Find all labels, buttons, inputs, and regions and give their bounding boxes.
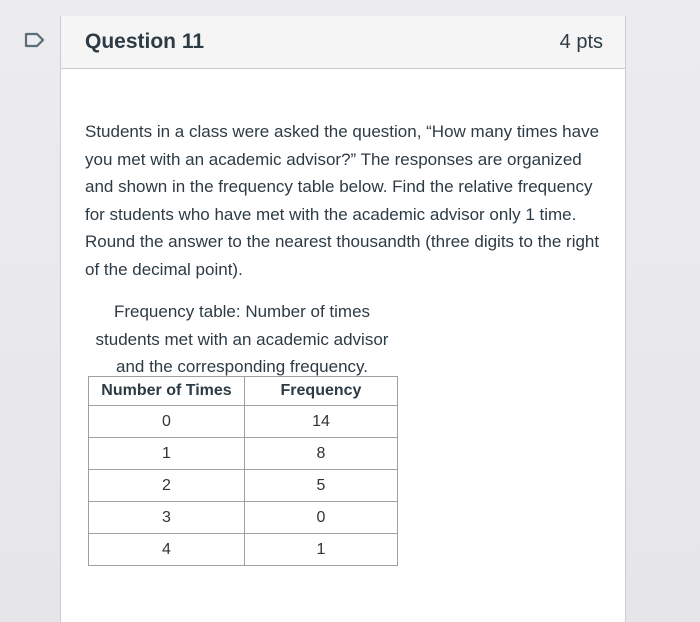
- cell-times: 1: [89, 438, 245, 470]
- table-header-row: [89, 377, 398, 406]
- column-header-frequency: Frequency: [245, 377, 398, 406]
- cell-frequency: 0: [245, 502, 398, 534]
- question-header: [61, 16, 625, 69]
- question-points: 4 pts: [559, 30, 603, 53]
- cell-frequency: 1: [245, 534, 398, 566]
- question-card: [60, 16, 626, 622]
- table-row: [89, 438, 398, 470]
- cell-times: 4: [89, 534, 245, 566]
- cell-times: 2: [89, 470, 245, 502]
- table-row: [89, 502, 398, 534]
- cell-frequency: 5: [245, 470, 398, 502]
- table-row: [89, 406, 398, 438]
- cell-times: 3: [89, 502, 245, 534]
- cell-times: 0: [89, 406, 245, 438]
- table-row: [89, 470, 398, 502]
- table-caption: Frequency table: Number of times students met with an academic advisor and the corresponding frequency.: [95, 302, 389, 376]
- question-flag-icon[interactable]: [24, 32, 46, 48]
- column-header-times: Number of Times: [89, 377, 245, 406]
- question-prompt: Students in a class were asked the question, “How many times have you met with an academic advisor?” The responses are organized and shown in the frequency table below. Find the relative frequency for students who have met with the academic advisor only 1 time. Round the answer to the nearest thousandth (three digits to the right of the decimal point).: [85, 122, 600, 279]
- frequency-table: [88, 376, 398, 566]
- cell-frequency: 8: [245, 438, 398, 470]
- question-title: Question 11: [85, 30, 205, 53]
- cell-frequency: 14: [245, 406, 398, 438]
- table-row: [89, 534, 398, 566]
